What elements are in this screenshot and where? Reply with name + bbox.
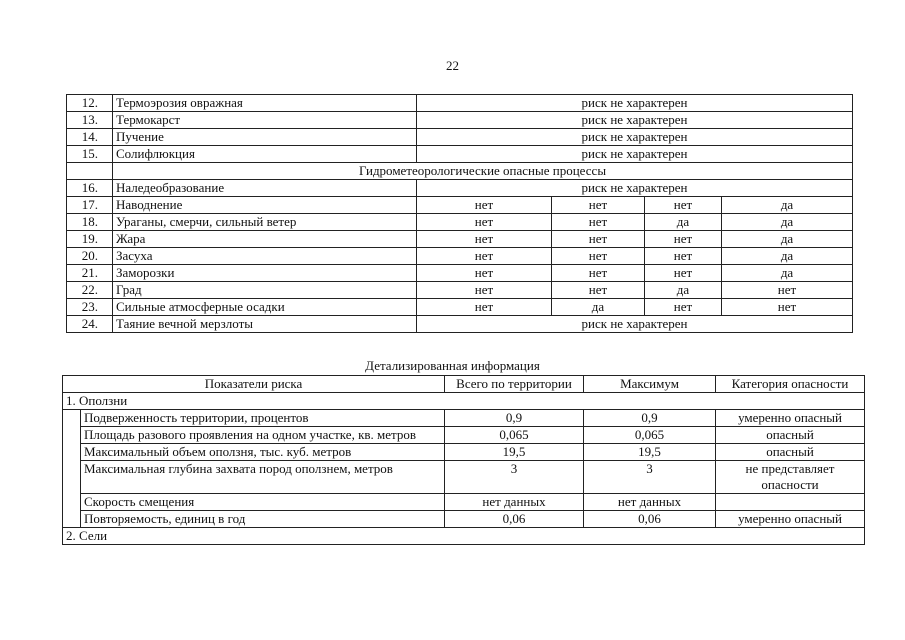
max-value: 0,06	[584, 511, 716, 528]
risk-value: нет	[417, 248, 552, 265]
risk-value: нет	[552, 214, 645, 231]
max-value: 0,065	[584, 427, 716, 444]
hazard-name: Термоэрозия овражная	[113, 95, 417, 112]
risk-value: да	[722, 197, 853, 214]
table-row	[63, 511, 865, 528]
row-number: 19.	[67, 231, 113, 248]
risk-value: нет	[552, 197, 645, 214]
section-landslides: 1. Оползни	[63, 393, 865, 410]
hazard-name: Ураганы, смерчи, сильный ветер	[113, 214, 417, 231]
row-number: 14.	[67, 129, 113, 146]
risk-value: нет	[722, 299, 853, 316]
risk-value: да	[722, 265, 853, 282]
risk-status: риск не характерен	[417, 112, 853, 129]
hazard-table	[66, 94, 853, 333]
detail-caption: Детализированная информация	[365, 358, 540, 373]
risk-value: нет	[417, 299, 552, 316]
indent-cell	[63, 494, 81, 511]
row-number: 16.	[67, 180, 113, 197]
table-row	[67, 197, 853, 214]
table-row	[67, 214, 853, 231]
table-row	[67, 248, 853, 265]
risk-value: нет	[552, 231, 645, 248]
table-row	[67, 265, 853, 282]
table-row	[67, 282, 853, 299]
category-value: опасный	[716, 427, 865, 444]
header-indicator: Показатели риска	[63, 376, 445, 393]
total-value: 0,06	[445, 511, 584, 528]
indent-cell	[63, 444, 81, 461]
indicator-label: Максимальная глубина захвата пород оползнем, метров	[81, 461, 445, 494]
hazard-name: Солифлюкция	[113, 146, 417, 163]
row-number-cell	[67, 163, 113, 180]
indent-cell	[63, 427, 81, 444]
header-category: Категория опасности	[716, 376, 865, 393]
risk-value: нет	[552, 282, 645, 299]
row-number: 20.	[67, 248, 113, 265]
indent-cell	[63, 461, 81, 494]
row-number: 17.	[67, 197, 113, 214]
indicator-label: Подверженность территории, процентов	[81, 410, 445, 427]
row-number: 21.	[67, 265, 113, 282]
risk-value: нет	[645, 248, 722, 265]
risk-value: нет	[645, 299, 722, 316]
table-row	[67, 231, 853, 248]
total-value: 0,065	[445, 427, 584, 444]
hazard-name: Наводнение	[113, 197, 417, 214]
table-row	[63, 494, 865, 511]
hazard-name: Град	[113, 282, 417, 299]
hazard-name: Термокарст	[113, 112, 417, 129]
hazard-name: Сильные атмосферные осадки	[113, 299, 417, 316]
risk-status: риск не характерен	[417, 316, 853, 333]
risk-value: нет	[645, 265, 722, 282]
max-value: 0,9	[584, 410, 716, 427]
indent-cell	[63, 511, 81, 528]
max-value: 19,5	[584, 444, 716, 461]
risk-status: риск не характерен	[417, 146, 853, 163]
header-max: Максимум	[584, 376, 716, 393]
risk-value: нет	[417, 265, 552, 282]
indicator-label: Максимальный объем оползня, тыс. куб. метров	[81, 444, 445, 461]
hazard-name: Пучение	[113, 129, 417, 146]
row-number: 22.	[67, 282, 113, 299]
risk-value: нет	[552, 265, 645, 282]
total-value: нет данных	[445, 494, 584, 511]
indent-cell	[63, 410, 81, 427]
row-number: 18.	[67, 214, 113, 231]
indicator-label: Скорость смещения	[81, 494, 445, 511]
risk-status: риск не характерен	[417, 180, 853, 197]
hazard-name: Жара	[113, 231, 417, 248]
header-total: Всего по территории	[445, 376, 584, 393]
risk-value: да	[645, 282, 722, 299]
total-value: 19,5	[445, 444, 584, 461]
risk-value: да	[645, 214, 722, 231]
max-value: нет данных	[584, 494, 716, 511]
risk-value: нет	[645, 231, 722, 248]
hazard-name: Таяние вечной мерзлоты	[113, 316, 417, 333]
row-number: 15.	[67, 146, 113, 163]
category-value: опасный	[716, 444, 865, 461]
hazard-name: Засуха	[113, 248, 417, 265]
category-value	[716, 494, 865, 511]
table-row	[67, 299, 853, 316]
table-row	[63, 427, 865, 444]
table-row	[67, 146, 853, 163]
table-row	[67, 112, 853, 129]
detail-header-row	[63, 376, 865, 393]
max-value: 3	[584, 461, 716, 494]
risk-status: риск не характерен	[417, 129, 853, 146]
table-row	[63, 444, 865, 461]
risk-value: нет	[645, 197, 722, 214]
risk-value: нет	[552, 248, 645, 265]
detail-table	[62, 375, 865, 545]
indicator-label: Площадь разового проявления на одном участке, кв. метров	[81, 427, 445, 444]
risk-value: нет	[722, 282, 853, 299]
section-row	[63, 393, 865, 410]
table-row	[67, 129, 853, 146]
risk-value: да	[722, 248, 853, 265]
page-number: 22	[446, 58, 459, 73]
hazard-name: Наледеобразование	[113, 180, 417, 197]
risk-status: риск не характерен	[417, 95, 853, 112]
risk-value: нет	[417, 282, 552, 299]
category-value: не представляет опасности	[716, 461, 865, 494]
row-number: 12.	[67, 95, 113, 112]
total-value: 3	[445, 461, 584, 494]
table-row	[67, 316, 853, 333]
section-title: Гидрометеорологические опасные процессы	[113, 163, 853, 180]
category-value: умеренно опасный	[716, 511, 865, 528]
total-value: 0,9	[445, 410, 584, 427]
hazard-name: Заморозки	[113, 265, 417, 282]
table-row	[63, 461, 865, 494]
table-row	[67, 95, 853, 112]
risk-value: нет	[417, 197, 552, 214]
row-number: 13.	[67, 112, 113, 129]
risk-value: нет	[417, 214, 552, 231]
table-row	[67, 180, 853, 197]
section-mudflows: 2. Сели	[63, 528, 865, 545]
risk-value: да	[722, 231, 853, 248]
category-value: умеренно опасный	[716, 410, 865, 427]
table-row	[63, 410, 865, 427]
risk-value: нет	[417, 231, 552, 248]
table-row	[67, 163, 853, 180]
risk-value: да	[722, 214, 853, 231]
indicator-label: Повторяемость, единиц в год	[81, 511, 445, 528]
risk-value: да	[552, 299, 645, 316]
row-number: 24.	[67, 316, 113, 333]
row-number: 23.	[67, 299, 113, 316]
section-row	[63, 528, 865, 545]
